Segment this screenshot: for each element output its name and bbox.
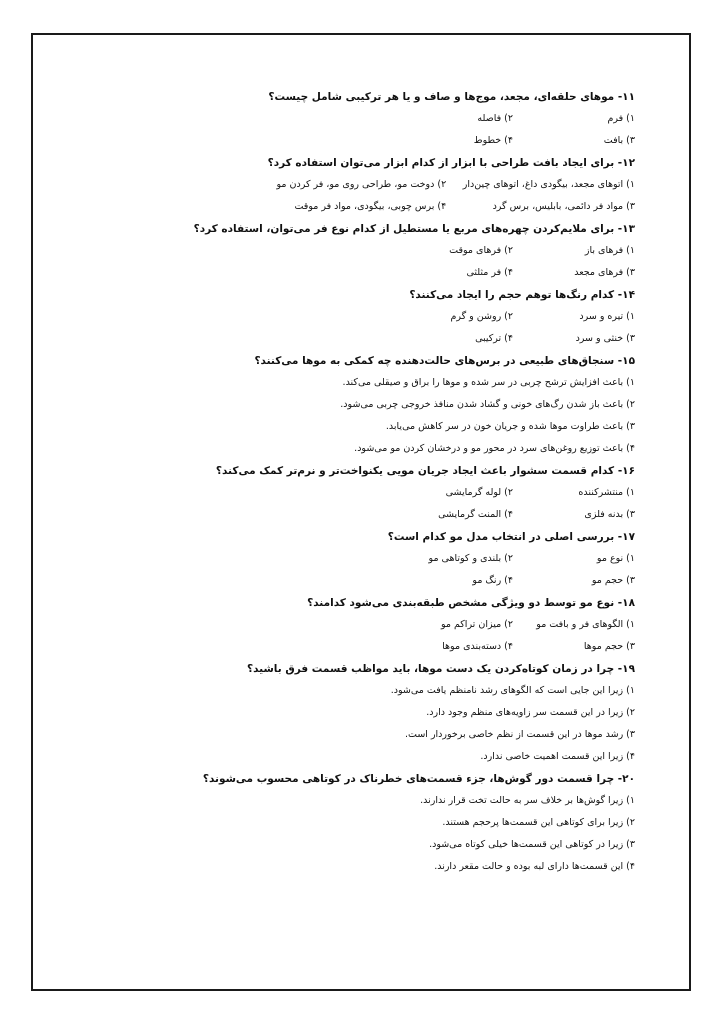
- question-14: [88, 284, 635, 350]
- question-19: [88, 658, 635, 768]
- option: ۳) بدنه فلزی: [584, 509, 635, 520]
- question-title: ۱۲- برای ایجاد بافت طراحی با ابزار از کدام ابزار می‌توان استفاده کرد؟: [267, 157, 635, 169]
- question-title: ۱۵- سنجاق‌های طبیعی در برس‌های حالت‌دهنده چه کمکی به موها می‌کنند؟: [254, 355, 635, 367]
- option: ۱) اتوهای مجعد، بیگودی داغ، اتوهای چین‌دار: [462, 179, 635, 190]
- option: ۱) باعث افزایش ترشح چربی در سر شده و موها را براق و صیقلی می‌کند.: [342, 377, 635, 388]
- option: ۳) زیرا در کوتاهی این قسمت‌ها خیلی کوتاه می‌شود.: [429, 839, 635, 850]
- option: ۴) ترکیبی: [475, 333, 513, 344]
- option: ۲) زیرا در این قسمت سر زاویه‌های منظم وجود دارد.: [426, 707, 635, 718]
- option: ۲) فرهای موقت: [449, 245, 513, 256]
- option: ۲) زیرا برای کوتاهی این قسمت‌ها پرحجم هستند.: [442, 817, 635, 828]
- option-row: [88, 328, 635, 350]
- option: ۲) روشن و گرم: [450, 311, 513, 322]
- option-row: [88, 548, 635, 570]
- option: ۱) الگوهای فر و بافت مو: [536, 619, 635, 630]
- option-row: [88, 196, 635, 218]
- option: ۴) باعث توزیع روغن‌های سرد در محور مو و درخشان کردن مو می‌شود.: [354, 443, 635, 454]
- option: ۲) بلندی و کوتاهی مو: [428, 553, 513, 564]
- question-title: ۱۷- بررسی اصلی در انتخاب مدل مو کدام است؟: [387, 531, 635, 543]
- question-18: [88, 592, 635, 658]
- option-row: [88, 174, 635, 196]
- option: ۴) زیرا این قسمت اهمیت خاصی ندارد.: [480, 751, 635, 762]
- option: ۴) فر مثلثی: [466, 267, 513, 278]
- option: ۲) لوله گرمایشی: [445, 487, 513, 498]
- option: ۳) باعث طراوت موها شده و جریان خون در سر کاهش می‌یابد.: [385, 421, 635, 432]
- question-title: ۱۳- برای ملایم‌کردن چهره‌های مربع یا مستطیل از کدام نوع فر می‌توان، استفاده کرد؟: [193, 223, 635, 235]
- option-row: [88, 240, 635, 262]
- question-title: ۲۰- چرا قسمت دور گوش‌ها، جزء قسمت‌های خطرناک در کوتاهی محسوب می‌شوند؟: [202, 773, 635, 785]
- option: ۱) فرم: [607, 113, 635, 124]
- option: ۴) برس چوبی، بیگودی، مواد فر موقت: [294, 201, 447, 212]
- question-title: ۱۶- کدام قسمت سشوار باعث ایجاد جریان مویی یکنواخت‌تر و نرم‌تر کمک می‌کند؟: [215, 465, 635, 477]
- option: ۳) فرهای مجعد: [574, 267, 635, 278]
- option-row: [88, 482, 635, 504]
- option: ۳) مواد فر دائمی، بابلیس، برس گرد: [492, 201, 635, 212]
- option: ۳) حجم مو: [591, 575, 635, 586]
- option: ۴) خطوط: [473, 135, 513, 146]
- option: ۲) میزان تراکم مو: [440, 619, 513, 630]
- option: ۱) تیره و سرد: [579, 311, 635, 322]
- option-row: [88, 306, 635, 328]
- option-row: [88, 108, 635, 130]
- option: ۴) رنگ مو: [472, 575, 513, 586]
- question-title: ۱۸- نوع مو توسط دو ویژگی مشخص طبقه‌بندی می‌شود کدامند؟: [307, 597, 635, 609]
- question-11: [88, 86, 635, 152]
- option-row: [88, 504, 635, 526]
- question-17: [88, 526, 635, 592]
- option: ۳) حجم موها: [583, 641, 635, 652]
- option: ۲) دوخت مو، طراحی روی مو، فر کردن مو: [276, 179, 447, 190]
- option-row: [88, 262, 635, 284]
- question-list: [88, 86, 635, 878]
- option: ۴) دسته‌بندی موها: [442, 641, 513, 652]
- option: ۱) فرهای باز: [584, 245, 635, 256]
- question-12: [88, 152, 635, 218]
- question-title: ۱۴- کدام رنگ‌ها توهم حجم را ایجاد می‌کنند؟: [409, 289, 635, 301]
- option-row: [88, 614, 635, 636]
- option: ۲) باعث باز شدن رگ‌های خونی و گشاد شدن منافذ خروجی چربی می‌شود.: [340, 399, 635, 410]
- question-15: [88, 350, 635, 460]
- option: ۱) زیرا این جایی است که الگوهای رشد نامنظم یافت می‌شود.: [390, 685, 635, 696]
- question-16: [88, 460, 635, 526]
- option: ۱) زیرا گوش‌ها بر خلاف سر به حالت تخت قرار ندارند.: [420, 795, 635, 806]
- option: ۳) خنثی و سرد: [575, 333, 635, 344]
- option: ۱) نوع مو: [596, 553, 635, 564]
- question-20: [88, 768, 635, 878]
- question-13: [88, 218, 635, 284]
- option: ۱) منتشرکننده: [578, 487, 635, 498]
- option: ۴) این قسمت‌ها دارای لبه بوده و حالت مقعر دارند.: [434, 861, 635, 872]
- option: ۲) فاصله: [477, 113, 513, 124]
- option-row: [88, 636, 635, 658]
- option-row: [88, 570, 635, 592]
- question-title: ۱۹- چرا در زمان کوتاه‌کردن یک دست موها، باید مواظب قسمت فرق باشید؟: [247, 663, 635, 675]
- option-row: [88, 130, 635, 152]
- question-title: ۱۱- موهای حلقه‌ای، مجعد، موج‌ها و صاف و یا هر ترکیبی شامل چیست؟: [268, 91, 635, 103]
- option: ۴) المنت گرمایشی: [438, 509, 513, 520]
- option: ۳) رشد موها در این قسمت از نظم خاصی برخوردار است.: [404, 729, 635, 740]
- option: ۳) بافت: [603, 135, 635, 146]
